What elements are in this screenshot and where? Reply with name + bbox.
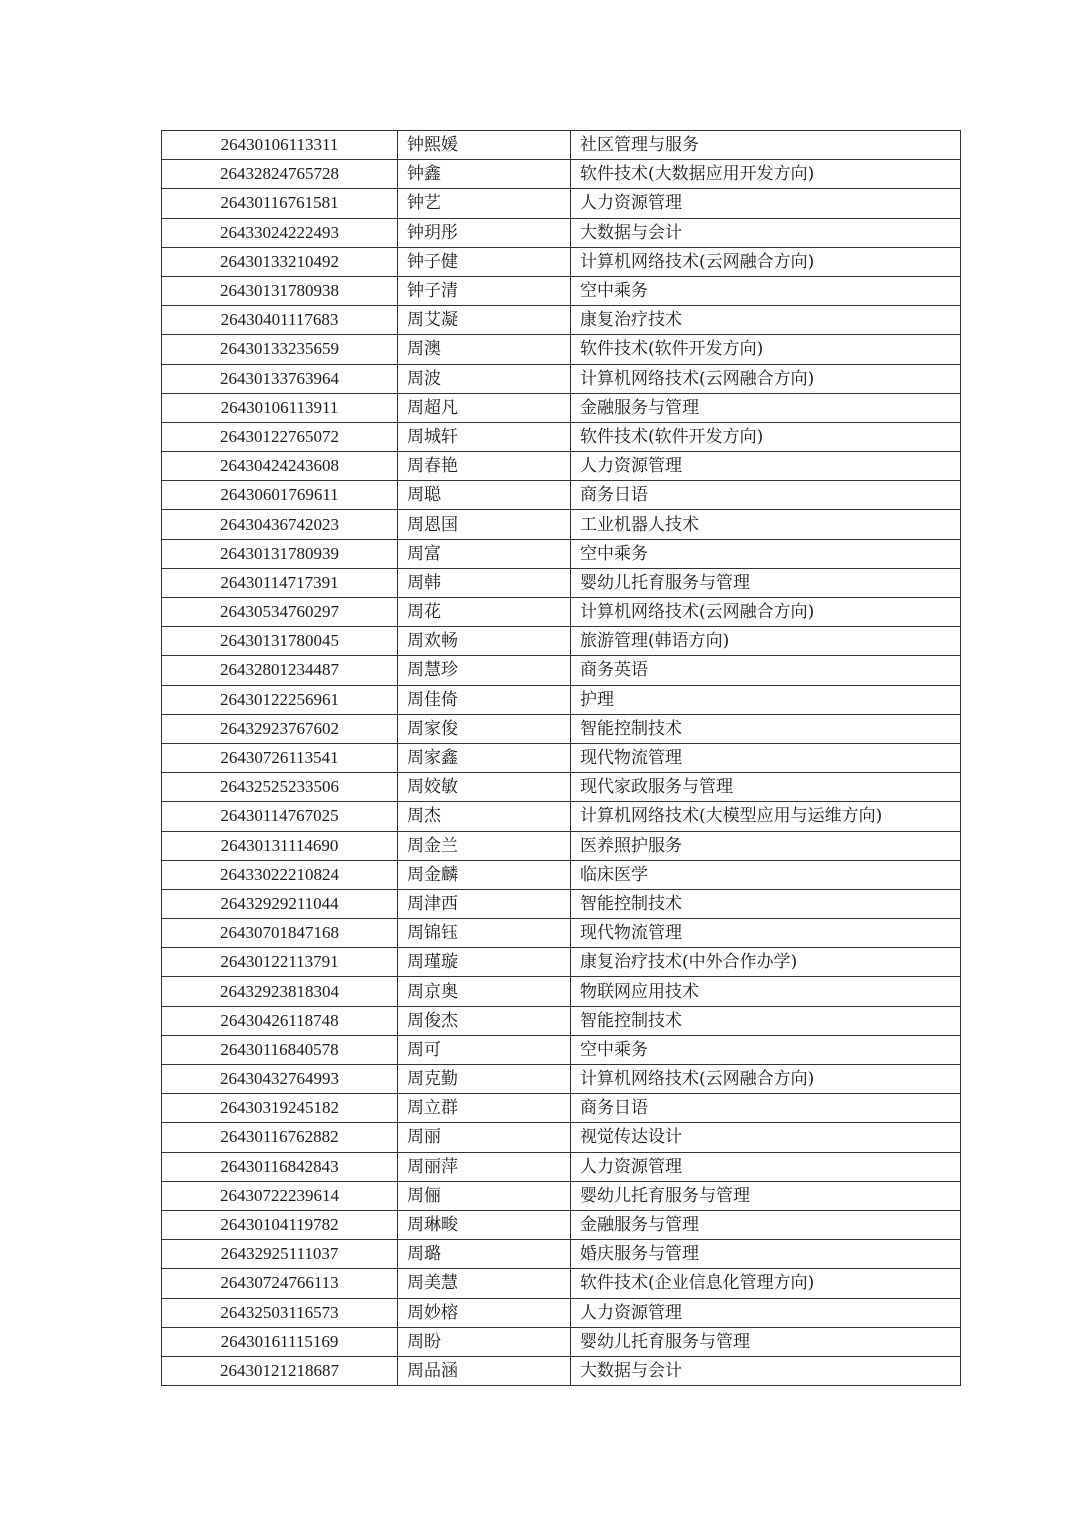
candidate-number-cell: 26430534760297 xyxy=(162,598,398,627)
major-cell: 软件技术(企业信息化管理方向) xyxy=(571,1269,961,1298)
candidate-number-cell: 26430724766113 xyxy=(162,1269,398,1298)
candidate-number-cell: 26430161115169 xyxy=(162,1327,398,1356)
table-row xyxy=(162,860,961,889)
major-cell: 计算机网络技术(云网融合方向) xyxy=(571,1065,961,1094)
table-row xyxy=(162,1152,961,1181)
major-cell: 人力资源管理 xyxy=(571,452,961,481)
table-row xyxy=(162,773,961,802)
student-name-cell: 周春艳 xyxy=(398,452,571,481)
table-row xyxy=(162,568,961,597)
student-name-cell: 周澳 xyxy=(398,335,571,364)
student-name-cell: 钟子健 xyxy=(398,247,571,276)
student-name-cell: 周津西 xyxy=(398,889,571,918)
student-name-cell: 周波 xyxy=(398,364,571,393)
student-name-cell: 钟鑫 xyxy=(398,160,571,189)
table-row xyxy=(162,1327,961,1356)
table-row xyxy=(162,977,961,1006)
table-row xyxy=(162,131,961,160)
table-row xyxy=(162,510,961,539)
major-cell: 康复治疗技术(中外合作办学) xyxy=(571,948,961,977)
student-name-cell: 周锦钰 xyxy=(398,919,571,948)
table-row xyxy=(162,743,961,772)
candidate-number-cell: 26430131780939 xyxy=(162,539,398,568)
student-name-cell: 钟玥彤 xyxy=(398,218,571,247)
major-cell: 金融服务与管理 xyxy=(571,1210,961,1239)
major-cell: 婚庆服务与管理 xyxy=(571,1240,961,1269)
candidate-number-cell: 26430133763964 xyxy=(162,364,398,393)
candidate-number-cell: 26430133235659 xyxy=(162,335,398,364)
candidate-number-cell: 26430131780938 xyxy=(162,276,398,305)
major-cell: 软件技术(大数据应用开发方向) xyxy=(571,160,961,189)
table-row xyxy=(162,452,961,481)
candidate-number-cell: 26430319245182 xyxy=(162,1094,398,1123)
candidate-number-cell: 26430424243608 xyxy=(162,452,398,481)
table-row xyxy=(162,656,961,685)
student-name-cell: 周丽 xyxy=(398,1123,571,1152)
table-row xyxy=(162,1123,961,1152)
major-cell: 医养照护服务 xyxy=(571,831,961,860)
major-cell: 旅游管理(韩语方向) xyxy=(571,627,961,656)
student-name-cell: 周超凡 xyxy=(398,393,571,422)
major-cell: 金融服务与管理 xyxy=(571,393,961,422)
student-name-cell: 周克勤 xyxy=(398,1065,571,1094)
major-cell: 计算机网络技术(大模型应用与运维方向) xyxy=(571,802,961,831)
table-row xyxy=(162,802,961,831)
major-cell: 智能控制技术 xyxy=(571,889,961,918)
table-row xyxy=(162,1269,961,1298)
table-row xyxy=(162,247,961,276)
student-name-cell: 周瑾璇 xyxy=(398,948,571,977)
major-cell: 物联网应用技术 xyxy=(571,977,961,1006)
table-row xyxy=(162,189,961,218)
candidate-number-cell: 26430701847168 xyxy=(162,919,398,948)
candidate-number-cell: 26430726113541 xyxy=(162,743,398,772)
candidate-number-cell: 26432923818304 xyxy=(162,977,398,1006)
candidate-number-cell: 26432503116573 xyxy=(162,1298,398,1327)
candidate-number-cell: 26433022210824 xyxy=(162,860,398,889)
table-row xyxy=(162,627,961,656)
major-cell: 临床医学 xyxy=(571,860,961,889)
student-name-cell: 周丽萍 xyxy=(398,1152,571,1181)
candidate-number-cell: 26432923767602 xyxy=(162,714,398,743)
major-cell: 计算机网络技术(云网融合方向) xyxy=(571,598,961,627)
candidate-number-cell: 26430426118748 xyxy=(162,1006,398,1035)
student-name-cell: 周姣敏 xyxy=(398,773,571,802)
major-cell: 护理 xyxy=(571,685,961,714)
major-cell: 工业机器人技术 xyxy=(571,510,961,539)
student-name-cell: 周慧珍 xyxy=(398,656,571,685)
major-cell: 大数据与会计 xyxy=(571,1356,961,1385)
table-row xyxy=(162,1065,961,1094)
major-cell: 康复治疗技术 xyxy=(571,306,961,335)
student-name-cell: 周盼 xyxy=(398,1327,571,1356)
table-row xyxy=(162,948,961,977)
major-cell: 计算机网络技术(云网融合方向) xyxy=(571,247,961,276)
candidate-number-cell: 26432824765728 xyxy=(162,160,398,189)
major-cell: 智能控制技术 xyxy=(571,714,961,743)
major-cell: 社区管理与服务 xyxy=(571,131,961,160)
table-row xyxy=(162,393,961,422)
student-name-cell: 周金麟 xyxy=(398,860,571,889)
table-row xyxy=(162,685,961,714)
student-name-cell: 周金兰 xyxy=(398,831,571,860)
table-row xyxy=(162,919,961,948)
student-name-cell: 周可 xyxy=(398,1035,571,1064)
table-row xyxy=(162,1006,961,1035)
candidate-number-cell: 26430122113791 xyxy=(162,948,398,977)
student-name-cell: 周美慧 xyxy=(398,1269,571,1298)
student-name-cell: 钟子清 xyxy=(398,276,571,305)
major-cell: 商务英语 xyxy=(571,656,961,685)
table-row xyxy=(162,889,961,918)
student-name-cell: 周璐 xyxy=(398,1240,571,1269)
student-name-cell: 周聪 xyxy=(398,481,571,510)
student-name-cell: 周欢畅 xyxy=(398,627,571,656)
table-row xyxy=(162,1035,961,1064)
table-row xyxy=(162,598,961,627)
student-name-cell: 周琳畯 xyxy=(398,1210,571,1239)
table-row xyxy=(162,1181,961,1210)
candidate-number-cell: 26430133210492 xyxy=(162,247,398,276)
major-cell: 现代家政服务与管理 xyxy=(571,773,961,802)
table-row xyxy=(162,1356,961,1385)
table-row xyxy=(162,276,961,305)
candidate-number-cell: 26430601769611 xyxy=(162,481,398,510)
major-cell: 人力资源管理 xyxy=(571,189,961,218)
student-name-cell: 周家鑫 xyxy=(398,743,571,772)
student-name-cell: 周京奥 xyxy=(398,977,571,1006)
student-name-cell: 周妙榕 xyxy=(398,1298,571,1327)
major-cell: 婴幼儿托育服务与管理 xyxy=(571,1327,961,1356)
candidate-number-cell: 26430116762882 xyxy=(162,1123,398,1152)
candidate-number-cell: 26430114717391 xyxy=(162,568,398,597)
major-cell: 商务日语 xyxy=(571,1094,961,1123)
table-body xyxy=(162,131,961,1386)
candidate-number-cell: 26430401117683 xyxy=(162,306,398,335)
candidate-number-cell: 26430104119782 xyxy=(162,1210,398,1239)
table-row xyxy=(162,218,961,247)
candidate-number-cell: 26430432764993 xyxy=(162,1065,398,1094)
major-cell: 视觉传达设计 xyxy=(571,1123,961,1152)
major-cell: 现代物流管理 xyxy=(571,919,961,948)
table-row xyxy=(162,335,961,364)
table-row xyxy=(162,422,961,451)
major-cell: 计算机网络技术(云网融合方向) xyxy=(571,364,961,393)
candidate-number-cell: 26432801234487 xyxy=(162,656,398,685)
student-name-cell: 钟艺 xyxy=(398,189,571,218)
candidate-number-cell: 26430116761581 xyxy=(162,189,398,218)
candidate-number-cell: 26433024222493 xyxy=(162,218,398,247)
candidate-number-cell: 26430122765072 xyxy=(162,422,398,451)
candidate-number-cell: 26430436742023 xyxy=(162,510,398,539)
major-cell: 空中乘务 xyxy=(571,1035,961,1064)
student-name-cell: 周杰 xyxy=(398,802,571,831)
major-cell: 人力资源管理 xyxy=(571,1152,961,1181)
major-cell: 大数据与会计 xyxy=(571,218,961,247)
major-cell: 软件技术(软件开发方向) xyxy=(571,422,961,451)
admission-list-table xyxy=(161,130,961,1386)
student-name-cell: 周俪 xyxy=(398,1181,571,1210)
candidate-number-cell: 26430121218687 xyxy=(162,1356,398,1385)
table-row xyxy=(162,1240,961,1269)
major-cell: 空中乘务 xyxy=(571,276,961,305)
candidate-number-cell: 26430114767025 xyxy=(162,802,398,831)
major-cell: 空中乘务 xyxy=(571,539,961,568)
candidate-number-cell: 26432525233506 xyxy=(162,773,398,802)
major-cell: 婴幼儿托育服务与管理 xyxy=(571,1181,961,1210)
table-row xyxy=(162,831,961,860)
student-name-cell: 周恩国 xyxy=(398,510,571,539)
student-name-cell: 周艾凝 xyxy=(398,306,571,335)
candidate-number-cell: 26430131114690 xyxy=(162,831,398,860)
student-name-cell: 钟熙媛 xyxy=(398,131,571,160)
candidate-number-cell: 26430116842843 xyxy=(162,1152,398,1181)
candidate-number-cell: 26430116840578 xyxy=(162,1035,398,1064)
candidate-number-cell: 26432925111037 xyxy=(162,1240,398,1269)
candidate-number-cell: 26430106113311 xyxy=(162,131,398,160)
major-cell: 人力资源管理 xyxy=(571,1298,961,1327)
candidate-number-cell: 26430722239614 xyxy=(162,1181,398,1210)
table-row xyxy=(162,160,961,189)
major-cell: 软件技术(软件开发方向) xyxy=(571,335,961,364)
table-row xyxy=(162,1094,961,1123)
student-name-cell: 周富 xyxy=(398,539,571,568)
candidate-number-cell: 26430106113911 xyxy=(162,393,398,422)
student-name-cell: 周城轩 xyxy=(398,422,571,451)
student-name-cell: 周立群 xyxy=(398,1094,571,1123)
table-row xyxy=(162,1210,961,1239)
student-name-cell: 周家俊 xyxy=(398,714,571,743)
major-cell: 现代物流管理 xyxy=(571,743,961,772)
major-cell: 智能控制技术 xyxy=(571,1006,961,1035)
candidate-number-cell: 26430122256961 xyxy=(162,685,398,714)
table-row xyxy=(162,481,961,510)
candidate-number-cell: 26432929211044 xyxy=(162,889,398,918)
candidate-number-cell: 26430131780045 xyxy=(162,627,398,656)
table-row xyxy=(162,306,961,335)
table-row xyxy=(162,364,961,393)
table-row xyxy=(162,714,961,743)
student-name-cell: 周俊杰 xyxy=(398,1006,571,1035)
major-cell: 婴幼儿托育服务与管理 xyxy=(571,568,961,597)
student-name-cell: 周花 xyxy=(398,598,571,627)
student-name-cell: 周韩 xyxy=(398,568,571,597)
student-name-cell: 周佳倚 xyxy=(398,685,571,714)
student-name-cell: 周品涵 xyxy=(398,1356,571,1385)
table-row xyxy=(162,539,961,568)
table-row xyxy=(162,1298,961,1327)
major-cell: 商务日语 xyxy=(571,481,961,510)
